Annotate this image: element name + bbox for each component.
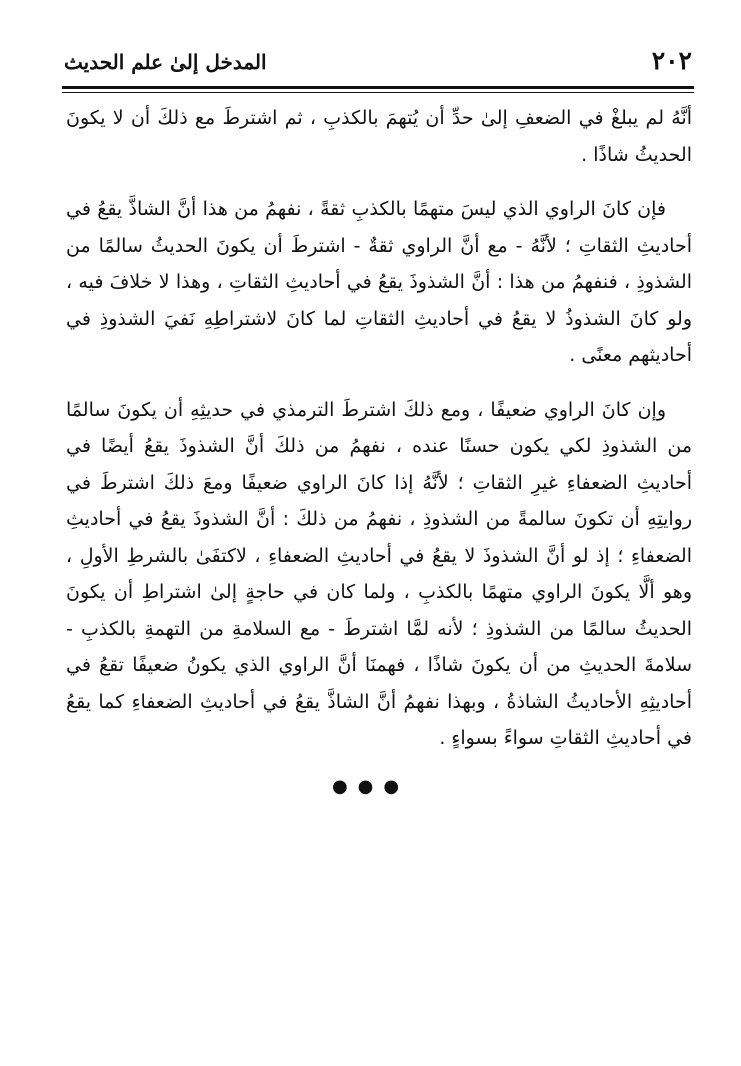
page-header <box>62 44 694 84</box>
paragraph-continued: أنَّهُ لم يبلغْ في الضعفِ إلىٰ حدِّ أن يُتهمَ بالكذبِ ، ثم اشترطَ مع ذلكَ أن لا يكونَ الحديثُ شاذًا . <box>66 107 692 166</box>
page-number: ٢٠٢ <box>651 46 692 75</box>
header-rule-thick <box>62 86 694 89</box>
header-rule-thin <box>62 92 694 93</box>
paragraph-trusted-narrator: فإن كانَ الراوي الذي ليسَ متهمًا بالكذبِ ثقةً ، نفهمُ من هذا أنَّ الشاذَّ يقعُ في أحاديثِ الثقاتِ ؛ لأنَّهُ - مع أنَّ الراوي ثقةٌ - اشترطَ أن يكونَ الحديثُ سالمًا من الشذوذِ ، فنفهمُ من هذا : أنَّ الشذوذَ يقعُ في أحاديثِ الثقاتِ ، وهذا لا خلافَ فيه ، ولو كانَ الشذوذُ لا يقعُ في أحاديثِ الثقاتِ لما كانَ لاشتراطِهِ نَفيَ الشذوذِ في أحاديثهم معنًى . <box>66 198 692 366</box>
section-end-ornament: ●●● <box>331 776 410 797</box>
body-text <box>66 100 692 757</box>
running-title: المدخل إلىٰ علم الحديث <box>64 50 267 74</box>
paragraph-weak-narrator: وإن كانَ الراوي ضعيفًا ، ومع ذلكَ اشترطَ الترمذي في حديثِهِ أن يكونَ سالمًا من الشذوذِ لكي يكون حسنًا عنده ، نفهمُ من ذلكَ أنَّ الشذوذَ يقعُ أيضًا في أحاديثِ الضعفاءِ غيرِ الثقاتِ ؛ لأنَّهُ إذا كانَ الراوي ضعيفًا ومعَ ذلكَ اشترطَ في روايتِهِ أن تكونَ سالمةً من الشذوذِ ، نفهمُ من ذلكَ : أنَّ الشذوذَ يقعُ في أحاديثِ الضعفاءِ ؛ إذ لو أنَّ الشذوذَ لا يقعُ في أحاديثِ الضعفاءِ ، لاكتفَىٰ بالشرطِ الأولِ ، وهو ألَّا يكونَ الراوي متهمًا بالكذبِ ، ولما كان في حاجةٍ إلىٰ اشتراطِ أن يكونَ الحديثُ سالمًا من الشذوذِ ؛ لأنه لمَّا اشترطَ - مع السلامةِ من التهمةِ بالكذبِ - سلامةَ الحديثِ من أن يكونَ شاذًا ، فهمنَا أنَّ الراوي الذي يكونُ ضعيفًا تقعُ في أحاديثِهِ الأحاديثُ الشاذةُ ، وبهذا نفهمُ أنَّ الشاذَّ يقعُ في أحاديثِ الضعفاءِ كما يقعُ في أحاديثِ الثقاتِ سواءً بسواءٍ . <box>66 398 692 749</box>
